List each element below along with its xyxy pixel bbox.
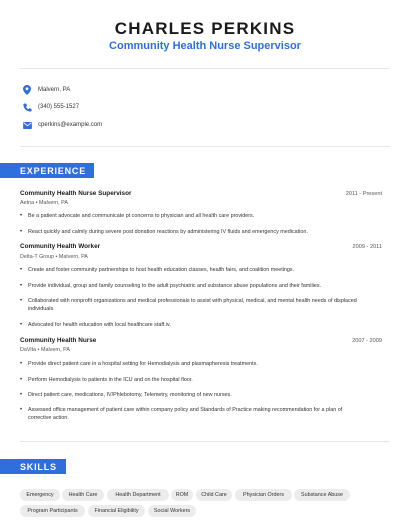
- list-item: • Create and foster community partnerships to host health education classes, health fairs, and coalition meetings.: [20, 267, 295, 273]
- job-company: Aetna • Malvern, PA: [20, 200, 68, 206]
- divider: [20, 441, 390, 442]
- experience-heading: EXPERIENCE: [0, 163, 94, 178]
- list-item: • Be a patient advocate and communicate pt concerns to physician and all health care providers.: [20, 213, 255, 219]
- candidate-title: Community Health Nurse Supervisor: [109, 40, 301, 52]
- skill-chip: ROM: [171, 489, 193, 501]
- list-item: • Assessed office management of patient care within company policy and Standards of Practice making recommendation for a plan of corrective action.: [20, 407, 343, 421]
- location-text: Malvern, PA: [38, 87, 71, 93]
- candidate-name: CHARLES PERKINS: [114, 19, 296, 38]
- list-item: • Advocated for health education with local healthcare staff.iv.: [20, 322, 171, 328]
- list-item: • Perform Hemodialysis to patients in the ICU and on the hospital floor.: [20, 377, 193, 383]
- map-pin-icon: [20, 84, 34, 96]
- job-header: [20, 190, 382, 197]
- skill-chip: Financial Eligibility: [88, 505, 145, 517]
- list-item: • Provide individual, group and family counseling to the adult psychiatric and substance abuse populations and their families.: [20, 283, 322, 289]
- skill-chip: Health Department: [107, 489, 169, 501]
- phone-text: (340) 555-1527: [38, 104, 80, 110]
- job-title: Community Health Worker: [20, 243, 101, 250]
- list-item: • Direct patient care, medications, IV/Phlebotomy, Telemetry, monitoring of new nurses.: [20, 392, 232, 398]
- job-header: [20, 337, 382, 344]
- job-title: Community Health Nurse Supervisor: [20, 190, 132, 197]
- job-title: Community Health Nurse: [20, 337, 97, 344]
- list-item: • Collaborated with nonprofit organizations and medical professionals to assist with physical, medical, and mental health needs of displaced individuals.: [20, 298, 357, 312]
- email-link[interactable]: cperkins@example.com: [38, 122, 103, 128]
- job-company: Delta-T Group • Malvern, PA: [20, 254, 88, 260]
- skill-chip: Social Workers: [148, 505, 196, 517]
- job-header: [20, 243, 382, 250]
- list-item: • React quickly and calmly during severe post donation reactions by administering IV fluids and emergency medication.: [20, 229, 308, 235]
- job-dates: 2007 - 2009: [352, 338, 382, 344]
- job-dates: 2011 - Present: [345, 191, 382, 197]
- skill-chip: Health Care: [62, 489, 104, 501]
- skill-chip: Child Care: [196, 489, 232, 501]
- contact-location: [20, 84, 70, 96]
- mail-icon: [20, 119, 34, 131]
- job-dates: 2009 - 2011: [352, 244, 382, 250]
- divider: [20, 68, 390, 69]
- divider: [20, 146, 390, 147]
- job-company: DaVita • Malvern, PA: [20, 347, 70, 353]
- skill-chip: Program Participants: [20, 505, 85, 517]
- list-item: • Provide direct patient care in a hospital setting for Hemodialysis and plasmapheresis treatments.: [20, 361, 258, 367]
- skill-chip: Physician Orders: [235, 489, 292, 501]
- skill-chip: Substance Abuse: [294, 489, 350, 501]
- contact-email[interactable]: [20, 119, 102, 131]
- skill-chip: Emergency: [20, 489, 60, 501]
- contact-phone: [20, 101, 79, 113]
- skills-heading: SKILLS: [0, 459, 66, 474]
- phone-icon: [20, 101, 34, 113]
